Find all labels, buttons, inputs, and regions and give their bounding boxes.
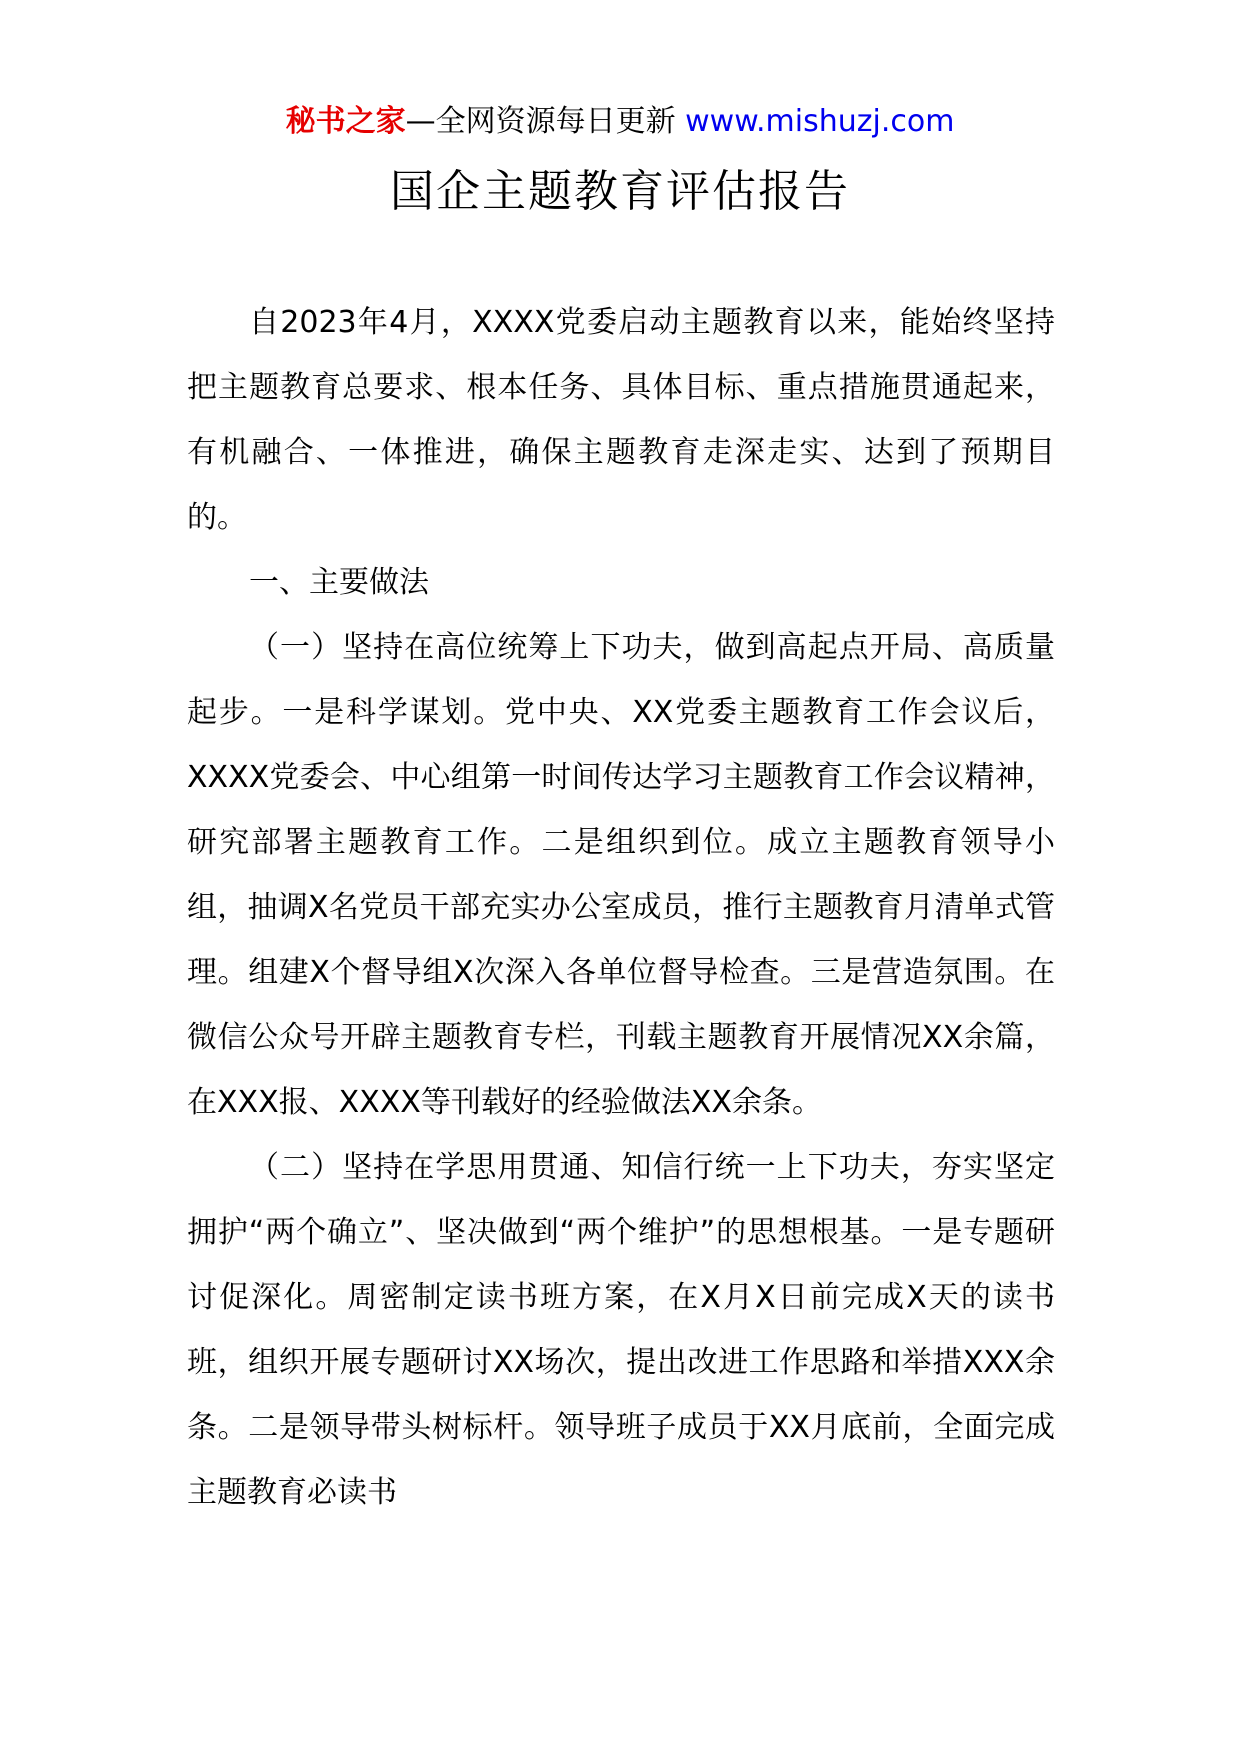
document-body [187,290,1055,1525]
header-slogan: —全网资源每日更新 [405,104,676,139]
document-title: 国企主题教育评估报告 [390,166,850,217]
paragraph-item-2: （二）坚持在学思用贯通、知信行统一上下功夫，夯实坚定拥护“两个确立”、坚决做到“两个维护”的思想根基。一是专题研讨促深化。周密制定读书班方案，在X月X日前完成X天的读书班，组织开展专题研讨XX场次，提出改进工作思路和举措XXX余条。二是领导带头树标杆。领导班子成员于XX月底前，全面完成主题教育必读书 [187,1150,1055,1510]
site-url-link[interactable]: www.mishuzj.com [685,104,955,139]
section-heading: 一、主要做法 [249,565,429,600]
brand-name: 秘书之家 [285,104,406,139]
paragraph-item-1: （一）坚持在高位统筹上下功夫，做到高起点开局、高质量起步。一是科学谋划。党中央、XX党委主题教育工作会议后，XXXX党委会、中心组第一时间传达学习主题教育工作会议精神，研究部署主题教育工作。二是组织到位。成立主题教育领导小组，抽调X名党员干部充实办公室成员，推行主题教育月清单式管理。组建X个督导组X次深入各单位督导检查。三是营造氛围。在微信公众号开辟主题教育专栏，刊载主题教育开展情况XX余篇，在XXX报、XXXX等刊载好的经验做法XX余条。 [187,630,1055,1120]
site-header [0,100,1240,144]
intro-paragraph: 自2023年4月，XXXX党委启动主题教育以来，能始终坚持把主题教育总要求、根本任务、具体目标、重点措施贯通起来，有机融合、一体推进，确保主题教育走深走实、达到了预期目的。 [187,305,1055,535]
